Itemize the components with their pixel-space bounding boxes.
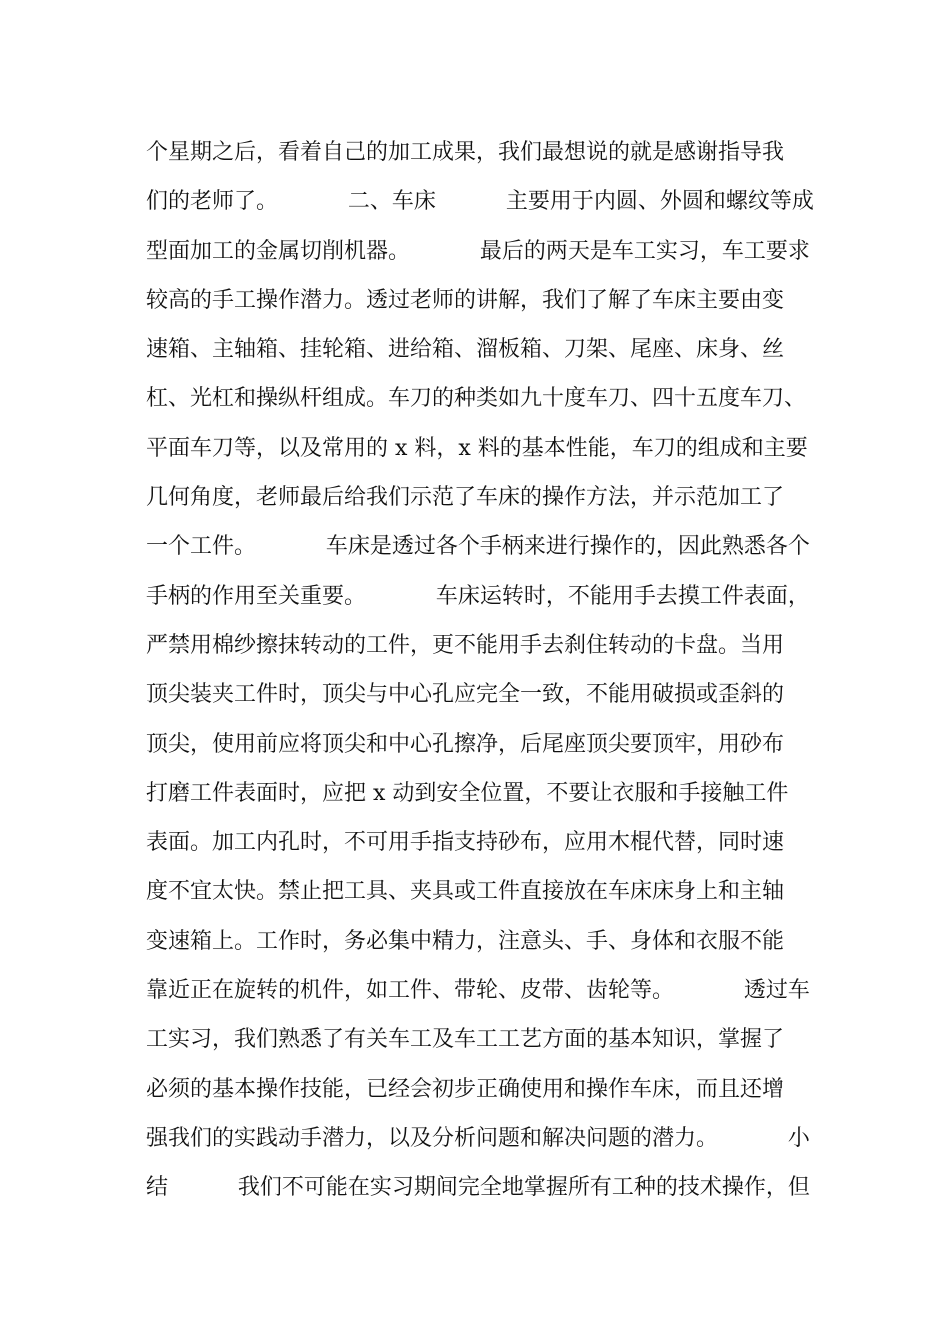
- text-line: 打磨工件表面时，应把 x 动到安全位置，不要让衣服和手接触工件: [146, 780, 789, 806]
- text-line: 变速箱上。工作时，务必集中精力，注意头、手、身体和衣服不能: [146, 928, 785, 954]
- text-line: 较高的手工操作潜力。透过老师的讲解，我们了解了车床主要由变: [146, 287, 785, 313]
- text-line: 手柄的作用至关重要。 车床运转时，不能用手去摸工件表面，: [146, 583, 810, 609]
- text-line: 顶尖，使用前应将顶尖和中心孔擦净，后尾座顶尖要顶牢，用砂布: [146, 731, 785, 757]
- text-line: 杠、光杠和操纵杆组成。车刀的种类如九十度车刀、四十五度车刀、: [146, 386, 807, 412]
- text-line: 工实习，我们熟悉了有关车工及车工工艺方面的基本知识，掌握了: [146, 1027, 785, 1053]
- text-line: 几何角度，老师最后给我们示范了车床的操作方法，并示范加工了: [146, 485, 785, 511]
- text-line: 个星期之后，看着自己的加工成果，我们最想说的就是感谢指导我: [146, 140, 785, 165]
- text-line: 严禁用棉纱擦抹转动的工件，更不能用手去刹住转动的卡盘。当用: [146, 632, 785, 658]
- text-line: 靠近正在旋转的机件，如工件、带轮、皮带、齿轮等。 透过车: [146, 978, 810, 1004]
- text-line: 必须的基本操作技能，已经会初步正确使用和操作车床，而且还增: [146, 1076, 785, 1102]
- text-line: 表面。加工内孔时，不可用手指支持砂布，应用木棍代替，同时速: [146, 830, 785, 856]
- text-line: 型面加工的金属切削机器。 最后的两天是车工实习，车工要求: [146, 238, 810, 264]
- text-line: 度不宜太快。禁止把工具、夹具或工件直接放在车床床身上和主轴: [146, 879, 785, 905]
- text-line: 平面车刀等，以及常用的 x 料，x 料的基本性能，车刀的组成和主要: [146, 435, 808, 461]
- body-text: [146, 128, 826, 1213]
- text-line: 们的老师了。 二、车床 主要用于内圆、外圆和螺纹等成: [146, 189, 814, 215]
- text-line: 一个工件。 车床是透过各个手柄来进行操作的，因此熟悉各个: [146, 534, 810, 560]
- text-line: 结 我们不可能在实习期间完全地掌握所有工种的技术操作，但: [146, 1175, 810, 1201]
- text-line: 速箱、主轴箱、挂轮箱、进给箱、溜板箱、刀架、尾座、床身、丝: [146, 337, 785, 363]
- text-line: 顶尖装夹工件时，顶尖与中心孔应完全一致，不能用破损或歪斜的: [146, 682, 785, 708]
- text-line: 强我们的实践动手潜力，以及分析问题和解决问题的潜力。 小: [146, 1125, 810, 1151]
